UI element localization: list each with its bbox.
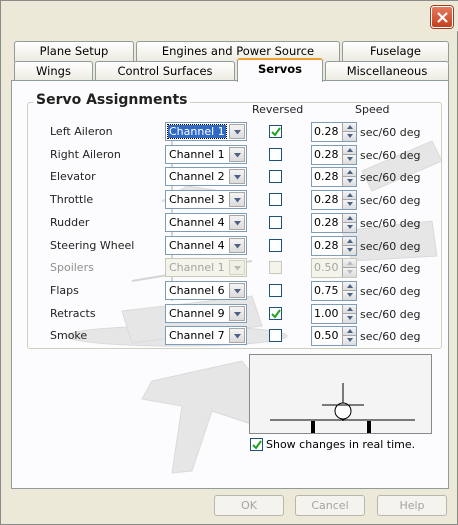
chevron-down-icon [234, 244, 241, 249]
arrow-up-icon [347, 125, 353, 129]
channel-value: Channel 1 [169, 125, 225, 138]
channel-dropdown[interactable] [165, 236, 247, 255]
servo-label: Left Aileron [50, 125, 113, 138]
speed-unit-label: sec/60 deg [360, 126, 421, 139]
dropdown-arrow-button[interactable] [229, 283, 245, 298]
chevron-down-icon [234, 312, 241, 317]
channel-value: Channel 1 [169, 148, 225, 161]
channel-dropdown[interactable] [165, 281, 247, 300]
tab-servos[interactable] [237, 58, 323, 82]
speed-unit-label: sec/60 deg [360, 217, 421, 230]
spin-down-button[interactable] [342, 246, 356, 255]
arrow-down-icon [347, 248, 353, 252]
reversed-checkbox [269, 261, 282, 274]
checkmark-icon [271, 309, 281, 319]
arrow-up-icon [347, 261, 353, 265]
reversed-checkbox[interactable] [269, 193, 282, 206]
channel-value: Channel 1 [169, 261, 225, 274]
close-button[interactable] [431, 6, 453, 28]
arrow-up-icon [347, 193, 353, 197]
speed-value: 0.28 [314, 216, 339, 229]
spin-down-button[interactable] [342, 177, 356, 186]
channel-dropdown[interactable] [165, 145, 247, 164]
channel-dropdown [165, 258, 247, 277]
speed-value: 0.50 [314, 261, 339, 274]
spin-up-button[interactable] [342, 282, 356, 291]
channel-value: Channel 9 [169, 307, 225, 320]
speed-column-header: Speed [355, 103, 390, 116]
arrow-down-icon [347, 225, 353, 229]
arrow-up-icon [347, 307, 353, 311]
spin-up-button [342, 259, 356, 268]
speed-spinner[interactable] [311, 190, 357, 210]
spin-up-button[interactable] [342, 146, 356, 155]
cancel-button[interactable]: Cancel [295, 495, 365, 516]
spin-down-button[interactable] [342, 336, 356, 345]
servo-label: Smoke [50, 329, 88, 342]
spin-down-button[interactable] [342, 200, 356, 209]
channel-dropdown[interactable] [165, 326, 247, 345]
speed-value: 0.75 [314, 284, 339, 297]
speed-value: 0.28 [314, 125, 339, 138]
spin-up-button[interactable] [342, 191, 356, 200]
spin-down-button [342, 268, 356, 277]
dropdown-arrow-button [229, 260, 245, 275]
tab-label: Servos [258, 62, 302, 76]
spin-up-button[interactable] [342, 237, 356, 246]
speed-value: 0.28 [314, 239, 339, 252]
chevron-down-icon [234, 334, 241, 339]
chevron-down-icon [234, 153, 241, 158]
realtime-checkbox[interactable] [250, 438, 263, 451]
dropdown-arrow-button[interactable] [229, 238, 245, 253]
tab-label: Control Surfaces [117, 64, 213, 78]
arrow-up-icon [347, 148, 353, 152]
speed-spinner[interactable] [311, 326, 357, 346]
dropdown-arrow-button[interactable] [229, 192, 245, 207]
dropdown-arrow-button[interactable] [229, 169, 245, 184]
arrow-down-icon [347, 338, 353, 342]
spin-up-button[interactable] [342, 327, 356, 336]
arrow-down-icon [347, 179, 353, 183]
servo-label: Flaps [50, 284, 79, 297]
arrow-down-icon [347, 202, 353, 206]
speed-spinner[interactable] [311, 213, 357, 233]
channel-value: Channel 4 [169, 216, 225, 229]
speed-unit-label: sec/60 deg [360, 149, 421, 162]
reversed-checkbox[interactable] [269, 125, 282, 138]
close-icon [436, 11, 449, 24]
speed-spinner[interactable] [311, 236, 357, 256]
speed-unit-label: sec/60 deg [360, 330, 421, 343]
title-bar [1, 1, 458, 31]
speed-unit-label: sec/60 deg [360, 285, 421, 298]
spin-up-button[interactable] [342, 168, 356, 177]
channel-value: Channel 3 [169, 193, 225, 206]
channel-value: Channel 2 [169, 170, 225, 183]
speed-spinner[interactable] [311, 122, 357, 142]
reversed-checkbox[interactable] [269, 148, 282, 161]
chevron-down-icon [234, 289, 241, 294]
reversed-checkbox[interactable] [269, 307, 282, 320]
servo-label: Steering Wheel [50, 239, 135, 252]
channel-value: Channel 7 [169, 329, 225, 342]
speed-spinner[interactable] [311, 145, 357, 165]
dropdown-arrow-button[interactable] [229, 215, 245, 230]
channel-dropdown[interactable] [165, 122, 247, 141]
tab-label: Wings [36, 64, 71, 78]
arrow-up-icon [347, 239, 353, 243]
spin-down-button[interactable] [342, 155, 356, 164]
chevron-down-icon [234, 221, 241, 226]
airplane-front-view-icon [250, 355, 433, 435]
reversed-checkbox[interactable] [269, 170, 282, 183]
speed-unit-label: sec/60 deg [360, 308, 421, 321]
speed-unit-label: sec/60 deg [360, 240, 421, 253]
speed-spinner[interactable] [311, 281, 357, 301]
channel-dropdown[interactable] [165, 213, 247, 232]
tab-label: Plane Setup [39, 44, 109, 58]
spin-down-button[interactable] [342, 132, 356, 141]
ok-button[interactable]: OK [214, 495, 284, 516]
tab-plane-setup[interactable] [14, 41, 134, 62]
tab-fuselage[interactable] [342, 41, 449, 62]
arrow-down-icon [347, 293, 353, 297]
channel-value: Channel 4 [169, 239, 225, 252]
speed-value: 0.28 [314, 193, 339, 206]
reversed-checkbox[interactable] [269, 329, 282, 342]
arrow-down-icon [347, 270, 353, 274]
dropdown-arrow-button[interactable] [229, 328, 245, 343]
servos-panel [11, 80, 449, 489]
checkmark-icon [271, 127, 281, 137]
realtime-preview-canvas [249, 354, 432, 434]
servo-label: Rudder [50, 216, 90, 229]
tab-label: Miscellaneous [346, 64, 428, 78]
servo-label: Spoilers [50, 261, 94, 274]
speed-value: 0.50 [314, 329, 339, 342]
arrow-down-icon [347, 134, 353, 138]
arrow-down-icon [347, 316, 353, 320]
help-button[interactable]: Help [377, 495, 447, 516]
speed-value: 0.28 [314, 148, 339, 161]
arrow-down-icon [347, 157, 353, 161]
chevron-down-icon [234, 175, 241, 180]
channel-value: Channel 6 [169, 284, 225, 297]
realtime-label: Show changes in real time. [266, 438, 416, 451]
speed-unit-label: sec/60 deg [360, 171, 421, 184]
channel-dropdown[interactable] [165, 190, 247, 209]
spin-up-button[interactable] [342, 214, 356, 223]
dropdown-arrow-button[interactable] [229, 124, 245, 139]
servo-label: Elevator [50, 170, 96, 183]
tab-label: Engines and Power Source [161, 44, 315, 58]
chevron-down-icon [234, 130, 241, 135]
tab-wings[interactable] [14, 61, 93, 82]
speed-spinner[interactable] [311, 167, 357, 187]
reversed-column-header: Reversed [252, 103, 304, 116]
arrow-up-icon [347, 284, 353, 288]
reversed-checkbox[interactable] [269, 216, 282, 229]
speed-unit-label: sec/60 deg [360, 262, 421, 275]
speed-value: 0.28 [314, 170, 339, 183]
tab-label: Fuselage [370, 44, 421, 58]
speed-value: 1.00 [314, 307, 339, 320]
checkmark-icon [252, 440, 262, 450]
servo-label: Right Aileron [50, 148, 121, 161]
arrow-up-icon [347, 170, 353, 174]
speed-spinner[interactable] [311, 304, 357, 324]
dropdown-arrow-button[interactable] [229, 306, 245, 321]
channel-dropdown[interactable] [165, 304, 247, 323]
arrow-up-icon [347, 216, 353, 220]
speed-spinner [311, 258, 357, 278]
spin-up-button[interactable] [342, 305, 356, 314]
dropdown-arrow-button[interactable] [229, 147, 245, 162]
chevron-down-icon [234, 198, 241, 203]
tab-miscellaneous[interactable] [325, 61, 449, 82]
servo-label: Retracts [50, 307, 96, 320]
channel-dropdown[interactable] [165, 167, 247, 186]
reversed-checkbox[interactable] [269, 239, 282, 252]
spin-down-button[interactable] [342, 223, 356, 232]
group-title: Servo Assignments [33, 92, 190, 108]
spin-down-button[interactable] [342, 314, 356, 323]
servo-label: Throttle [50, 193, 94, 206]
spin-down-button[interactable] [342, 291, 356, 300]
chevron-down-icon [234, 266, 241, 271]
reversed-checkbox[interactable] [269, 284, 282, 297]
speed-unit-label: sec/60 deg [360, 194, 421, 207]
tab-control-surfaces[interactable] [95, 61, 235, 82]
arrow-up-icon [347, 329, 353, 333]
spin-up-button[interactable] [342, 123, 356, 132]
